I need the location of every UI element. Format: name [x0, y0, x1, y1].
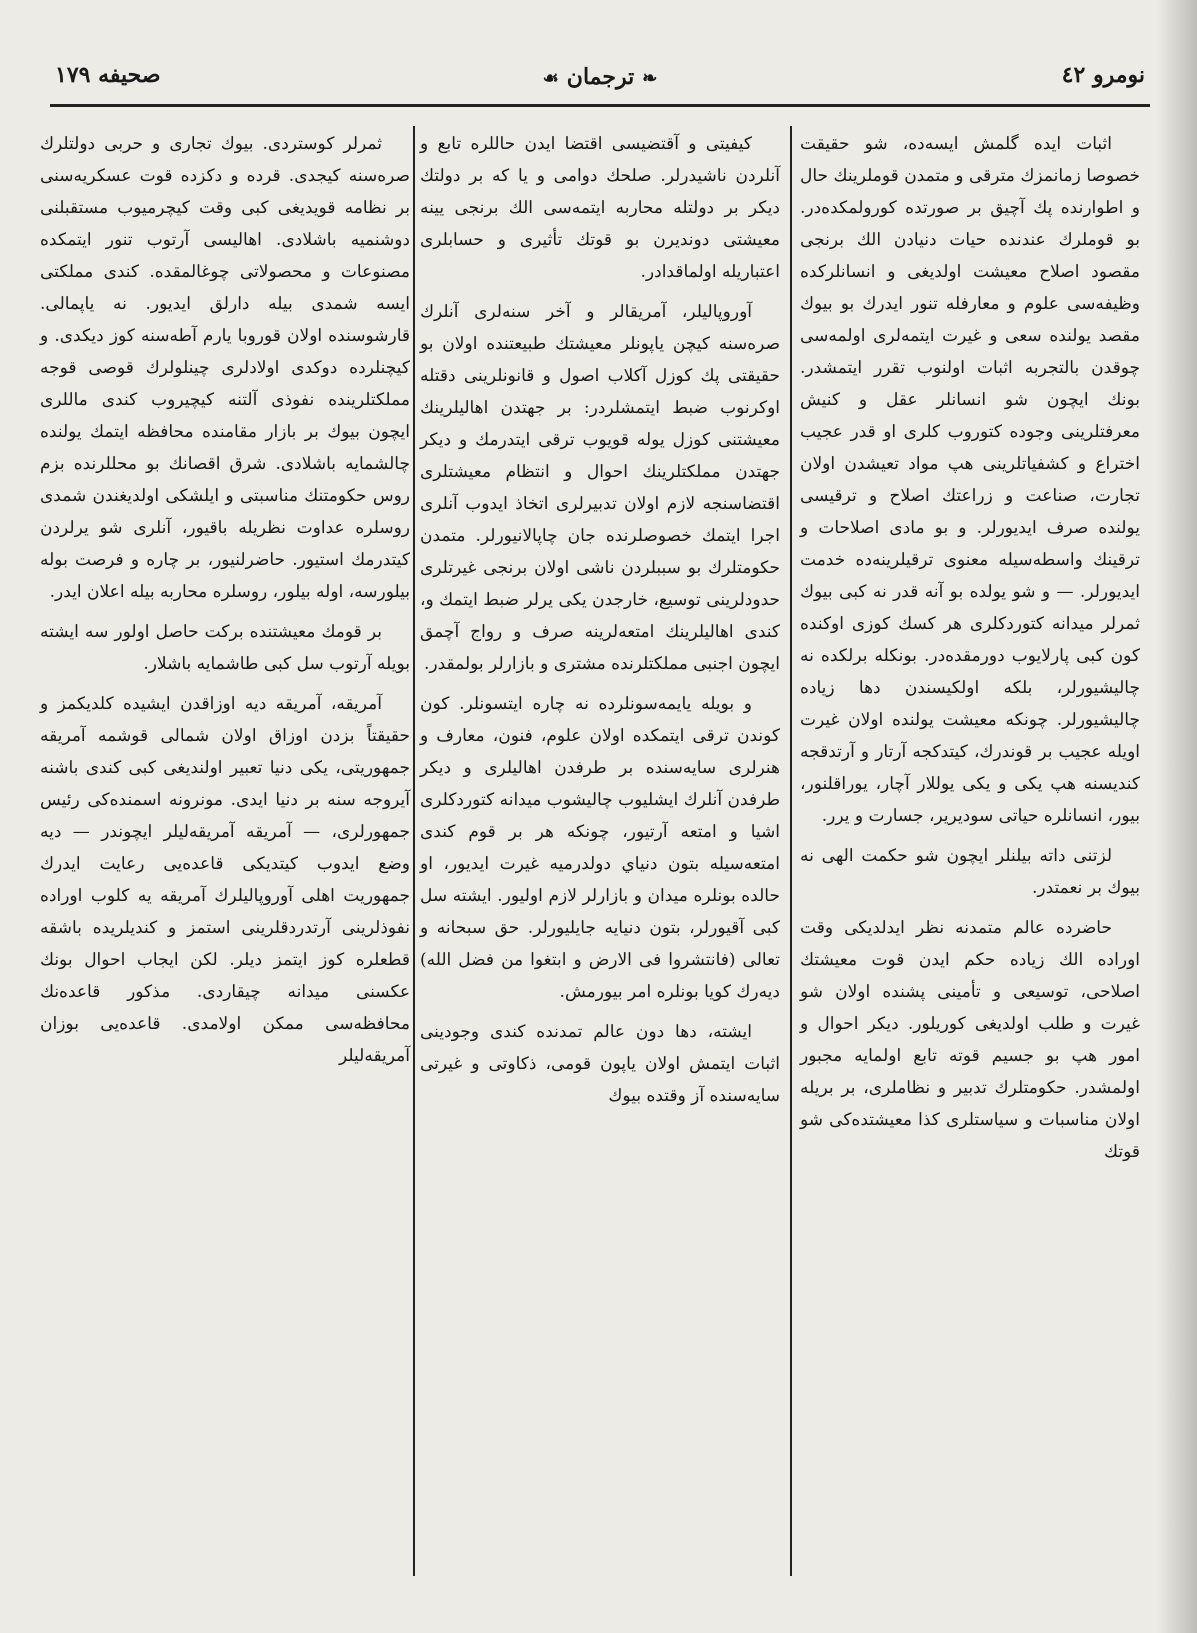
- paragraph: بر قومك معيشتنده بركت حاصل اولور سه ايشته بويله آرتوب سل كبى طاشمايه باشلار.: [40, 622, 410, 674]
- ornament-left-icon: ☙: [542, 67, 559, 89]
- ornament-right-icon: ❧: [642, 67, 658, 89]
- paragraph: آمريقه، آمريقه ديه اوزاقدن ايشيده كلديكمز و حقيقتاً بزدن اوزاق اولان شمالى قوشمه آمريقه جمهوريتى، يكى دنيا تعبير اولنديغى كبى كندى باشنه آيروجه سنه بر دنيا ايدى. مونرونه اسمنده‌كى رئيس جمهورلرى، — آمريقه آمريقه‌ليلر ايچوندر — ديه وضع ايدوب كيتديكى قاعده‌يى رعايت ايدرك جمهوريت اهلى آوروپاليلرك آمريقه يه كلوب اوراده نفوذلرينى آرتدردقلرينى استمز و كنديلريده باشقه قطعلره كوز ايتمز ديلر. لكن ايجاب احوال بونك عكسنى ميدانه چيقاردى. مذكور قاعده‌نك محافظه‌سى ممكن اولامدى. قاعده‌يى بوزان آمريقه‌ليلر: [40, 694, 411, 1066]
- newspaper-title: ترجمان: [566, 64, 635, 90]
- paragraph: ثمرلر كوستردى. بيوك تجارى و حربى دولتلرك صره‌سنه كيجدى. قرده و دكزده قوت عسكريه‌سنى بر نظامه قويديغى كبى وقت كيچرميوب مستقبلنى دوشنميه باشلادى. اهاليسى آرتوب تنور ايتمكده مصنوعات و محصولاتى چوغالمقده. كندى مملكتى ايسه شمدى بيله دارلق ايديور. نه ياپمالى. قارشوسنده اولان قوروبا يارم آطه‌سنه كوز ديكدى. و كيچنلرده دوكدى اولادلرى چينلولرك قوصى قوجه مملكتلرينده نفوذى آلتنه كيچيروب كندى ماللرى ايچون بيوك بر بازار مقامنده محافظه ايتمك يولنده چالشمايه باشلادى. شرق اقصانك بو محللرنده بزم روس حكومتنك مناسبتى و ايلشكى اولديغندن شمدى روسلره عداوت نظريله باقيور، آنلرى شو يرلردن كيتدرمك استيور. حاضرلنيور، بر چاره و فرصت بوله بيلورسه، اوله بيلور، روسلره محاربه بيله اعلان ايدر.: [40, 134, 410, 602]
- column-right: [800, 128, 1140, 1578]
- paragraph: و بويله يايمه‌سونلرده نه چاره ايتسونلر. كون كوندن ترقى ايتمكده اولان علوم، فنون، معارف و هنرلرى سايه‌سنده بر طرفدن اهاليلرى و ديكر طرفدن آنلرك ايشليوب چاليشوب ميدانه كتوردكلرى اشيا و امتعه آرتيور، چونكه هر بر قوم كندى امتعه‌سيله بتون دنياي دولدرميه غيرت ايديور، او حالده بونلره ميدان و بازارلر لازم اوليور. ايشته سل كبى آقيورلر، بتون دنيايه جايليورلر. حق سبحانه و تعالى (فانتشروا فى الارض و ابتغوا من فضل الله) ديه‌رك كويا بونلره امر بيورمش.: [420, 694, 780, 1002]
- paragraph: كيفيتى و آقتضيسى اقتضا ايدن حاللره تابع و آنلردن ناشيدرلر. صلحك دوامى و يا كه بر دولتك ديكر بر دولتله محاربه ايتمه‌سى الك برنجى يينه معيشتى دونديرن بو قوتك تأثيرى و حسابلرى اعتباريله اولماقدادر.: [420, 134, 780, 282]
- column-divider: [413, 126, 415, 1576]
- page-edge-shadow: [1157, 0, 1197, 1633]
- paragraph: ايشته، دها دون عالم تمدنده كندى وجودينى اثبات ايتمش اولان ياپون قومى، ذكاوتى و غيرتى سايه‌سنده آز وقتده بيوك: [420, 1022, 780, 1106]
- masthead: [535, 64, 666, 90]
- paragraph: آوروپاليلر، آمريقالر و آخر سنه‌لرى آنلرك صره‌سنه كيچن ياپونلر معيشتك طبيعتنده اولان بو حقيقتى پك كوزل آكلاب اصول و قانونلرينى دقتله اوكرنوب ضبط ايتمشلردر: بر جهتدن اهاليلرينك معيشتنى كوزل يوله قويوب ترقى ايتدرمك و ديكر جهتدن مملكتلرينك احوال و انتظام معيشتلرى اقتضاسنجه لازم اولان تدبيرلرى اتخاذ ايدوب آنلرى اجرا ايتمك خصوصلرنده جان چاپالانيورلر. متمدن حكومتلرك بو سببلردن ناشى اولان برنجى غيرتلرى حدودلرينى توسيع، خارجدن يكى يرلر ضبط ايتمك و، كندى اهاليلرينك امتعه‌لرينه صرف و رواج آچمق ايچون اجنبى مملكتلرنده مشترى و بازارلر بولمقدر.: [420, 302, 780, 674]
- page-number: صحيفه ١٧٩: [55, 62, 161, 88]
- paragraph: اثبات ايده گلمش ايسه‌ده، شو حقيقت خصوصا زمانمزك مترقى و متمدن قوملرينك حال و اطوارنده پك آچيق بر صورتده كورولمكده‌در. بو قوملرك عندنده حيات دنيادن الك برنجى مقصود اصلاح معيشت اولديغى و انسانلركده وظيفه‌سى علوم و معارفله تنور ايدرك بو بيوك مقصد يولنده سعى و غيرت ايتمه‌لرى اولمه‌سى چوقدن بالتجربه اثبات اولنوب تقرر ايتمشدر. بونك ايچون شو انسانلر عقل و كنيش معرفتلرينى وجوده كتوروب كلرى او قدر عجيب اختراع و كشفياتلرينى هپ مواد تعيشدن اولان تجارت، صناعت و زراعتك اصلاح و ترقيسى يولنده صرف ايديورلر. و بو مادى اصلاحات و ترقينك واسطه‌سيله معنوى ترقيلرينه‌ده خدمت ايديورلر. — و شو يولده بو آنه قدر نه كبى بيوك ثمرلر ميدانه كتوردكلرى هر كسك كوزى اوكنده كون كبى پارلايوب دورمقده‌در. بونكله برلكده نه چاليشيورلر، بلكه اولكيسندن دها زياده چاليشيورلر. چونكه معيشت يولنده اولان غيرت اويله عجيب بر قوندرك، كيتدكجه آرتار و آرتدقجه كنديسنه هپ يكى و يكى يوللار آچار، يوراقلنور، بيور، انسانلره حياتى سوديرير، جسارت و يرر.: [800, 134, 1140, 826]
- column-middle: [420, 128, 780, 1578]
- column-left: [40, 128, 410, 1578]
- paragraph: لزتنى داته بيلنلر ايچون شو حكمت الهى نه بيوك بر نعمتدر.: [800, 846, 1140, 898]
- paragraph: حاضرده عالم متمدنه نظر ايدلديكى وقت اوراده الك زياده حكم ايدن قوت معيشتك اصلاحى، توسيعى و تأمينى پشنده اولان شو غيرت و طلب اولديغى كوريلور. ديكر احوال و امور هپ بو جسيم قوته تابع اولمايه مجبور اولمشدر. حكومتلرك تدبير و نظاملرى، بر بريله اولان مناسبات و سياستلرى كذا معيشتده‌كى شو قوتك: [800, 918, 1140, 1162]
- issue-number: نومرو ٤٢: [1061, 62, 1145, 88]
- page-header: [55, 58, 1145, 106]
- header-rule: [50, 104, 1150, 107]
- column-divider: [790, 126, 792, 1576]
